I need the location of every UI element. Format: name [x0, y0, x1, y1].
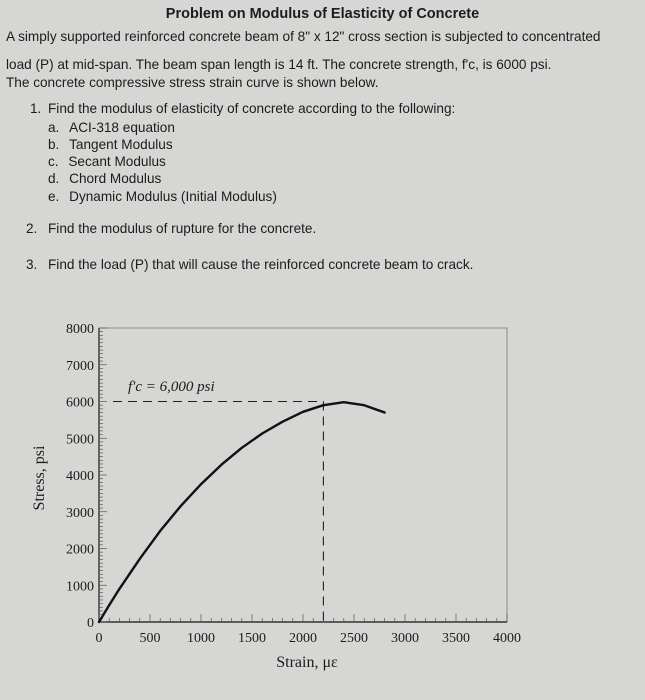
question-3-text: Find the load (P) that will cause the reinforced concrete beam to crack.: [48, 257, 474, 272]
question-3-number: 3.: [26, 257, 38, 272]
subitem-text: Dynamic Modulus (Initial Modulus): [69, 189, 277, 204]
plot-frame: [99, 328, 507, 622]
y-tick-label: 5000: [66, 432, 94, 448]
subitem-letter: b.: [48, 137, 60, 152]
chart-axes: [99, 328, 507, 622]
y-axis-label: Stress, psi: [31, 445, 48, 511]
y-tick-label: 2000: [66, 542, 94, 558]
y-tick-label: 6000: [66, 395, 94, 411]
question-2-text: Find the modulus of rupture for the concrete.: [48, 221, 317, 236]
subitem-text: Chord Modulus: [69, 171, 162, 186]
subitem-text: ACI-318 equation: [69, 120, 175, 135]
y-tick-label: 3000: [66, 505, 94, 521]
fc-annotation: f'c = 6,000 psi: [128, 379, 215, 395]
page-title: Problem on Modulus of Elasticity of Concrete: [165, 6, 480, 22]
subitem-letter: a.: [48, 120, 60, 135]
x-tick-label: 1000: [187, 631, 215, 646]
intro-line-1: A simply supported reinforced concrete beam of 8" x 12" cross section is subjected to concentrated: [6, 29, 601, 44]
subitem-text: Secant Modulus: [68, 154, 166, 169]
intro-line-2: load (P) at mid-span. The beam span length is 14 ft. The concrete strength, f'c, is 6000 psi.: [6, 57, 552, 72]
chart-marks: [99, 402, 385, 623]
question-2-number: 2.: [26, 221, 38, 236]
x-tick-label: 500: [139, 631, 161, 646]
question-1-number: 1.: [30, 101, 42, 116]
x-tick-label: 1500: [238, 631, 266, 646]
chart-ticks: [66, 322, 521, 646]
x-tick-label: 2500: [340, 631, 368, 646]
question-1-text: Find the modulus of elasticity of concrete according to the following:: [48, 101, 456, 116]
subitem-text: Tangent Modulus: [69, 137, 173, 152]
intro-line-3: The concrete compressive stress strain curve is shown below.: [6, 75, 379, 90]
x-tick-label: 3500: [442, 631, 470, 646]
x-tick-label: 4000: [493, 631, 521, 646]
x-tick-label: 3000: [391, 631, 419, 646]
y-tick-label: 7000: [66, 358, 94, 374]
y-tick-label: 0: [87, 616, 94, 631]
x-tick-label: 0: [95, 631, 103, 646]
y-tick-label: 8000: [66, 322, 94, 337]
y-tick-label: 1000: [66, 579, 94, 595]
y-tick-label: 4000: [66, 469, 94, 484]
subitem-letter: c.: [48, 154, 59, 169]
stress-strain-curve: [99, 402, 385, 622]
x-tick-label: 2000: [289, 631, 317, 646]
x-axis-label: Strain, με: [276, 654, 338, 671]
subitem-letter: e.: [48, 189, 60, 204]
subitem-letter: d.: [48, 171, 60, 186]
